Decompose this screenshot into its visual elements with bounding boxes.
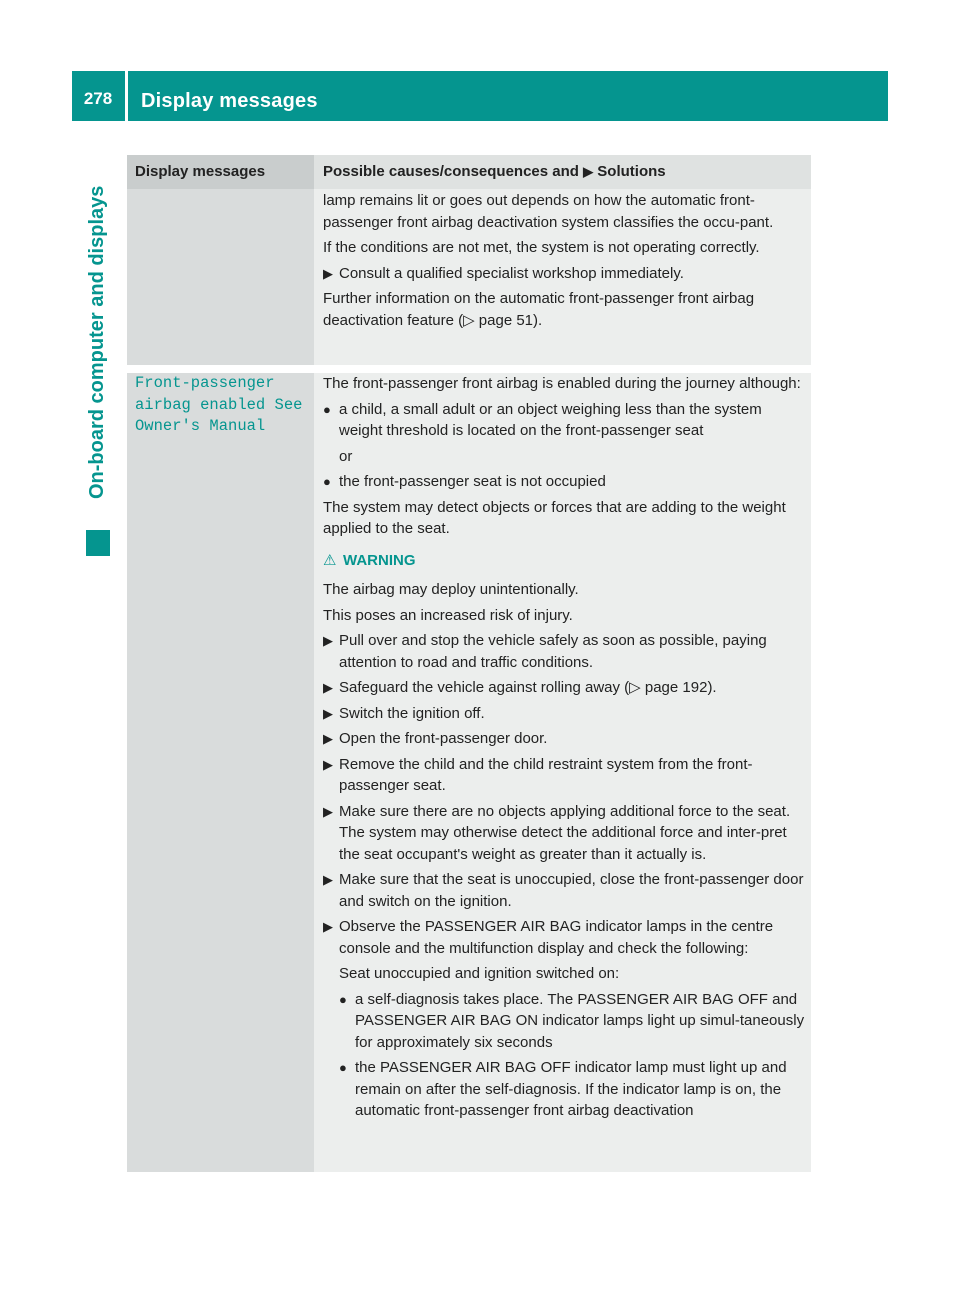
bullet-icon: ● bbox=[339, 991, 347, 1007]
warning-heading bbox=[323, 550, 805, 572]
or-text: or bbox=[339, 447, 353, 465]
solution-step bbox=[323, 728, 805, 750]
bullet-icon: ● bbox=[323, 401, 331, 417]
step-icon: ▶ bbox=[323, 803, 333, 819]
step-icon: ▶ bbox=[323, 680, 333, 695]
solution-step-text: Make sure there are no objects applying additional force to the seat. bbox=[339, 802, 791, 820]
solution-step bbox=[323, 677, 805, 699]
column-header-causes-suffix: Solutions bbox=[597, 163, 666, 180]
solution-step-text: Observe the PASSENGER AIR BAG indicator lamps in the centre console and the multifunction display and check the following: bbox=[339, 918, 774, 957]
sub-bullet-item bbox=[323, 1057, 805, 1122]
bullet-text: a child, a small adult or an object weighing less than the system weight threshold is located on the front-passenger seat bbox=[339, 400, 762, 439]
solution-step-text: Open the front-passenger door. bbox=[339, 730, 548, 747]
bullet-text: the front-passenger seat is not occupied bbox=[339, 473, 606, 490]
solution-step bbox=[323, 754, 805, 797]
solution-step-text: Make sure that the seat is unoccupied, close the front-passenger door and switch on the ignition. bbox=[339, 871, 804, 910]
step-icon: ▶ bbox=[323, 265, 333, 281]
step-icon: ▶ bbox=[323, 756, 333, 772]
row-separator bbox=[127, 365, 811, 373]
step-icon: ▶ bbox=[583, 164, 594, 179]
solution-step-text: Switch the ignition off. bbox=[339, 704, 485, 722]
row2-text: The system may detect objects or forces that are adding to the weight applied to the seat. bbox=[323, 498, 786, 537]
row1-text: lamp remains lit or goes out depends on how the automatic front-passenger front airbag deactivation system classifies the occu-pant. bbox=[323, 192, 774, 231]
solution-step bbox=[323, 263, 805, 285]
step-icon: ▶ bbox=[323, 705, 333, 721]
display-column-bg bbox=[127, 155, 314, 1172]
solution-step bbox=[323, 801, 805, 866]
chapter-side-marker bbox=[86, 530, 110, 556]
bullet-icon: ● bbox=[339, 1060, 347, 1075]
bullet-item bbox=[323, 399, 805, 442]
bullet-icon: ● bbox=[323, 474, 331, 489]
solution-step-text: Remove the child and the child restraint system from the front-passenger seat. bbox=[339, 755, 753, 794]
row2-text: The front-passenger front airbag is enabled during the journey although: bbox=[323, 375, 801, 392]
display-message-front-passenger-airbag bbox=[135, 373, 313, 438]
warning-text: The airbag may deploy unintentionally. bbox=[323, 581, 579, 598]
column-header-display: Display messages bbox=[127, 155, 314, 189]
step-icon: ▶ bbox=[323, 731, 333, 746]
bullet-item bbox=[323, 471, 805, 493]
page-number: 278 bbox=[83, 89, 113, 108]
display-message-line: Front-passenger bbox=[135, 374, 275, 392]
sub-bullet-text: a self-diagnosis takes place. The PASSENGER AIR BAG OFF and PASSENGER AIR BAG ON indicator lamps light up simul-taneously for approximately six seconds bbox=[355, 990, 805, 1051]
row2-causes-cell bbox=[323, 373, 805, 1126]
sub-bullet-text: the PASSENGER AIR BAG OFF indicator lamp must light up and remain on after the self-diagnosis. If the indicator lamp is on, the automatic front-passenger front airbag deactivation bbox=[355, 1059, 787, 1119]
row1-causes-cell bbox=[323, 190, 805, 335]
solution-step-note: The system may otherwise detect the additional force and inter-pret the seat occupant's weight as greater than it actually is. bbox=[339, 824, 787, 863]
header-divider bbox=[125, 71, 128, 121]
warning-label: WARNING bbox=[343, 551, 416, 569]
display-message-line: airbag enabled See bbox=[135, 395, 303, 414]
step-icon: ▶ bbox=[323, 872, 333, 887]
column-header-causes-prefix: Possible causes/consequences and bbox=[323, 163, 579, 180]
chapter-side-tab: On-board computer and displays bbox=[86, 185, 108, 499]
page-title: Display messages bbox=[141, 90, 318, 112]
sub-intro-text: Seat unoccupied and ignition switched on: bbox=[339, 965, 620, 982]
row1-text: If the conditions are not met, the system is not operating correctly. bbox=[323, 239, 760, 256]
column-header-causes bbox=[314, 155, 811, 189]
solution-step-text: Pull over and stop the vehicle safely as soon as possible, paying attention to road and traffic conditions. bbox=[339, 632, 767, 671]
display-message-line: Owner's Manual bbox=[135, 417, 266, 435]
warning-text: This poses an increased risk of injury. bbox=[323, 606, 573, 624]
step-icon: ▶ bbox=[323, 919, 333, 934]
step-icon: ▶ bbox=[323, 633, 333, 648]
display-messages-table bbox=[127, 155, 811, 1172]
solution-step bbox=[323, 916, 805, 959]
solution-step-text: Consult a qualified specialist workshop immediately. bbox=[339, 264, 684, 282]
row1-text: Further information on the automatic front-passenger front airbag deactivation feature (▷ page 51). bbox=[323, 290, 755, 329]
solution-step bbox=[323, 703, 805, 725]
solution-step-text: Safeguard the vehicle against rolling away (▷ page 192). bbox=[339, 679, 717, 696]
solution-step bbox=[323, 869, 805, 912]
solution-step bbox=[323, 630, 805, 673]
sub-bullet-item bbox=[323, 989, 805, 1054]
warning-icon: ⚠ bbox=[323, 551, 337, 569]
